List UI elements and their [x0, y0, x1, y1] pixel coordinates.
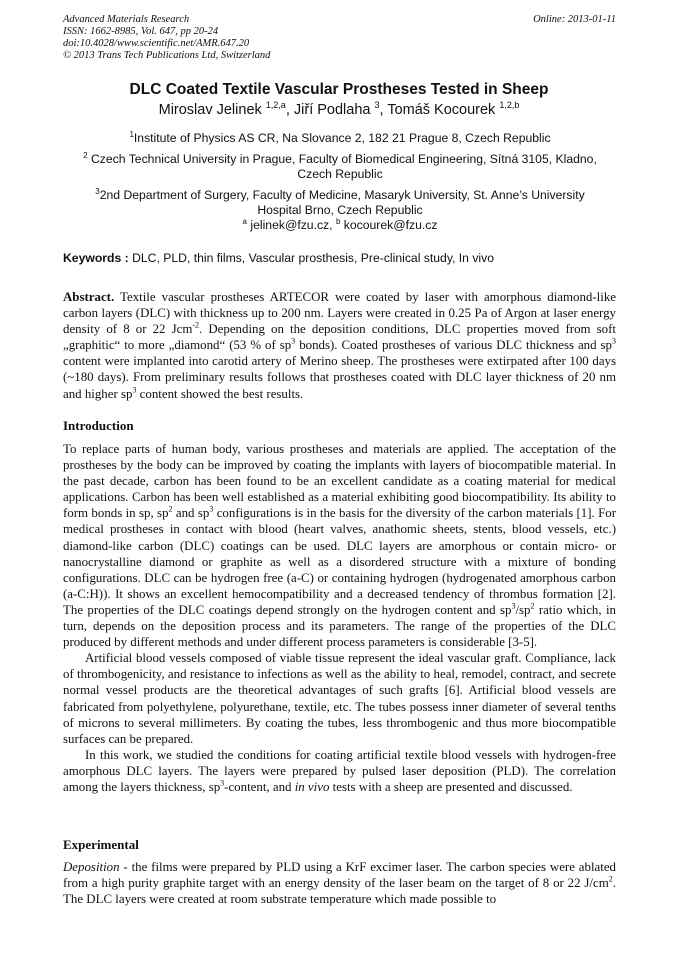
affiliation-text: Czech Republic [297, 167, 383, 181]
superscript: 3 [511, 601, 516, 611]
paragraph-text: . The DLC layers were created at room substrate temperature which made possible to [63, 876, 616, 907]
abstract-text: content showed the best results. [136, 386, 304, 401]
paragraph-text: -content, and [224, 779, 295, 794]
email-link[interactable]: jelinek@fzu.cz, [250, 218, 333, 232]
paragraph-text: and sp [172, 506, 210, 521]
superscript: 3 [291, 336, 296, 346]
abstract-label: Abstract. [63, 290, 115, 304]
affiliation-text: Hospital Brno, Czech Republic [257, 203, 423, 217]
email-link[interactable]: kocourek@fzu.cz [343, 218, 438, 232]
author-name: Jiří Podlaha [293, 102, 371, 118]
paragraph-text: configurations is in the basis for the diversity of the carbon materials [1]. For medical prostheses in contact with blood (heart valves, anathomic sheets, stents, blood vessels, etc.) diamond-like carbon (DLC) coatings can be used. DLC layers are amorphous or contain micro- or nanocrystalline diamond or graphite as well as a disordered structure with a mixture of bonding configurations. DLC can be hydrogen free (a-C) or containing hydrogen (hydrogenated amorphous carbon (a-C:H)). It shows an excellent hemocompatibility and a decreased tendency of thrombus formation [2]. The properties of the DLC coatings depend strongly on the hydrogen content and sp [63, 506, 616, 617]
superscript: 3 [612, 336, 616, 346]
author-list: Miroslav Jelinek $^{1,2,a}$, Jiří Podlaha $^3$, Tomáš Kocourek $^{1,2,b}$ [158, 100, 520, 118]
section-heading-introduction: Introduction [63, 418, 134, 433]
keywords-label: Keywords : [63, 251, 129, 265]
italic-term: in vivo [294, 779, 330, 794]
superscript: 3 [132, 385, 137, 395]
abstract-text: bonds). Coated prostheses of various DLC thickness and sp [295, 338, 612, 353]
issn-line: ISSN: 1662-8985, Vol. 647, pp 20-24 [63, 26, 219, 37]
affiliation-text: Czech Technical University in Prague, Faculty of Biomedical Engineering, Sítná 3105, Kladno, [91, 152, 597, 166]
journal-header [63, 14, 616, 62]
affiliation-3 [60, 188, 620, 233]
copyright-line: © 2013 Trans Tech Publications Ltd, Switzerland [63, 50, 271, 61]
superscript: 2 [608, 874, 613, 884]
affiliation-mark: 2 [83, 150, 88, 160]
affiliation-text: 2nd Department of Surgery, Faculty of Medicine, Masaryk University, St. Anne’s University [99, 188, 585, 202]
abstract [63, 289, 616, 402]
email-mark: b [335, 216, 341, 226]
author-affiliation-mark: 1,2,a [265, 100, 286, 111]
paragraph-text: /sp [515, 602, 531, 617]
affiliation-mark: 1 [129, 129, 134, 139]
paragraph-text: tests with a sheep are presented and discussed. [329, 779, 573, 794]
italic-term: Deposition - [63, 860, 128, 874]
paper-title: DLC Coated Textile Vascular Prostheses Tested in Sheep [129, 81, 549, 98]
affiliation-2 [60, 152, 620, 182]
paragraph-text: ratio which, in turn, depends on the deposition process and its parameters. The range of the properties of the DLC produced by different methods and under different process parameters is considerable [3-5]. [63, 602, 616, 650]
paragraph [63, 859, 616, 907]
paragraph-text: To replace parts of human body, various prostheses and materials are applied. The acceptation of the prostheses by the body can be improved by coating the implants with layers of biocompatible material. In the past decade, carbon has been found to be an excellent candidate as a coating material for medical applications. Carbon has been well established as a material exhibiting good biocompatibility. Its ability to form bonds in sp, sp [63, 442, 616, 521]
author-affiliation-mark: 3 [374, 100, 380, 111]
abstract-text: . Depending on the deposition conditions, DLC properties moved from soft „graphitic“ to more „diamond“ (53 % of sp [63, 322, 616, 353]
keywords [63, 251, 619, 265]
keywords-text: DLC, PLD, thin films, Vascular prosthesis, Pre-clinical study, In vivo [132, 251, 495, 265]
affiliation-1 [60, 131, 620, 146]
superscript: 2 [168, 505, 173, 515]
superscript: 3 [209, 505, 214, 515]
paragraph [63, 441, 616, 650]
paragraph: Artificial blood vessels composed of viable tissue represent the ideal vascular graft. Compliance, lack of thrombogenicity, and resistance to infections as well as the ability to heal, remodel, contract, and secrete normal vessel products are the theoretical advantages of such grafts [6]. Artificial blood vessels are fabricated from polyethylene, polyurethane, textile, etc. The tubes possess inner diameter of several tenths of microns to several millimeters. By coating the tubes, less thrombogenic and thus more biocompatible surfaces can be prepared. [63, 651, 616, 746]
email-mark: a [242, 216, 247, 226]
paragraph-text: In this work, we studied the conditions for coating artificial textile blood vessels with hydrogen-free amorphous DLC layers. The layers were prepared by pulsed laser deposition (PLD). The correlation among the layers thickness, sp [63, 747, 616, 794]
journal-name: Advanced Materials Research [63, 14, 190, 25]
experimental-body [63, 859, 616, 907]
superscript: 3 [220, 778, 225, 788]
section-heading-experimental: Experimental [63, 837, 139, 852]
paragraph [63, 747, 616, 795]
affiliation-mark: 3 [95, 186, 100, 196]
affiliation-text: Institute of Physics AS CR, Na Slovance 2, 182 21 Prague 8, Czech Republic [133, 131, 551, 145]
author-name: Tomáš Kocourek [387, 102, 496, 118]
superscript: 2 [530, 601, 535, 611]
doi-line: doi:10.4028/www.scientific.net/AMR.647.20 [63, 38, 250, 49]
introduction-body [63, 441, 616, 795]
abstract-text: Textile vascular prostheses ARTECOR were coated by laser with amorphous diamond-like carbon layers (DLC) with thickness up to 200 nm. Layers were created in 0.25 Pa of Argon at laser energy density of 8 or 22 Jcm [63, 290, 616, 337]
superscript: -2 [192, 320, 200, 330]
author-affiliation-mark: 1,2,b [499, 100, 520, 111]
paragraph-text: the films were prepared by PLD using a KrF excimer laser. The carbon species were ablated from a high purity graphite target with an energy density of the laser beam on the target of 8 or 22 J/cm [63, 860, 616, 891]
abstract-text: content were implanted into carotid artery of Merino sheep. The prostheses were extirpated after 100 days (~180 days). From preliminary results follows that prostheses coated with DLC layer thickness of 20 nm and higher sp [63, 354, 616, 401]
online-date: Online: 2013-01-11 [533, 14, 616, 25]
author-name: Miroslav Jelinek [158, 102, 262, 118]
